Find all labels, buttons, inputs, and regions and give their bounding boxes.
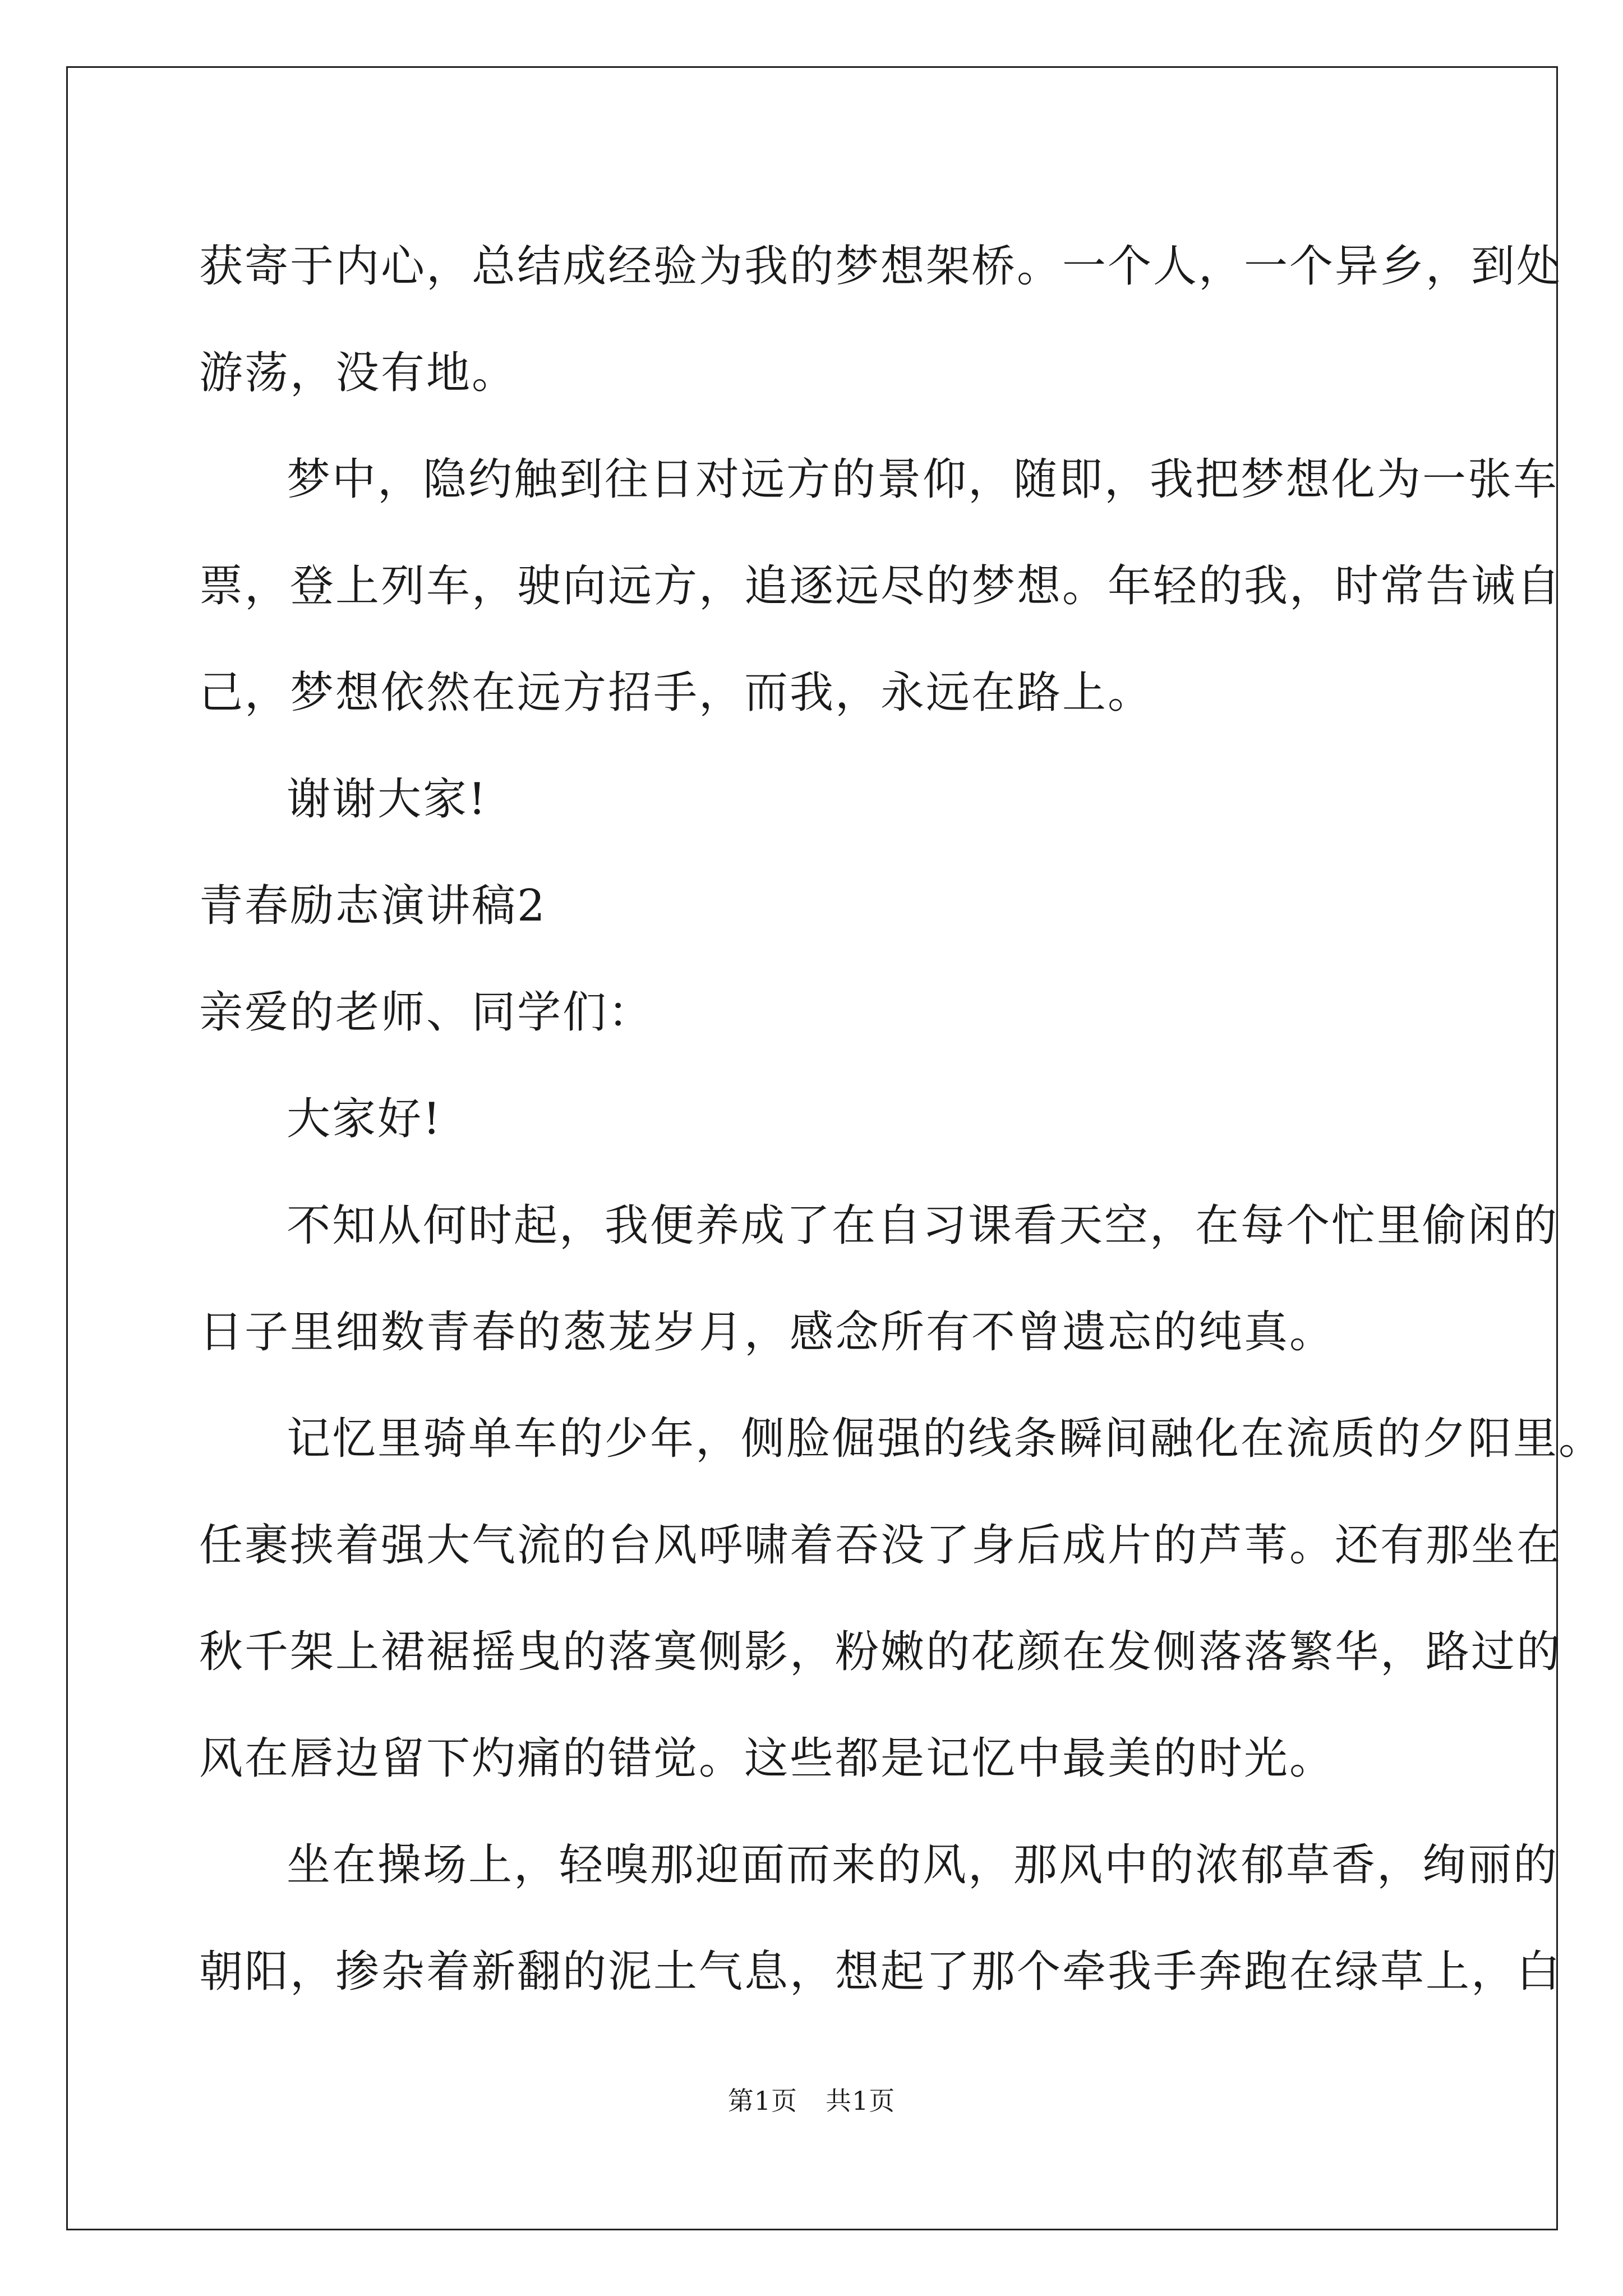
text-line: 风在唇边留下灼痛的错觉。这些都是记忆中最美的时光。 bbox=[199, 1733, 1335, 1784]
page-number: 第1页 bbox=[727, 2086, 797, 2116]
closing-thanks: 谢谢大家! bbox=[287, 774, 488, 825]
greeting: 大家好! bbox=[287, 1094, 442, 1144]
text-line: 己，梦想依然在远方招手，而我，永远在路上。 bbox=[199, 668, 1154, 718]
text-line: 坐在操场上，轻嗅那迎面而来的风，那风中的浓郁草香，绚丽的 bbox=[287, 1840, 1559, 1890]
text-line: 获寄于内心，总结成经验为我的梦想架桥。一个人，一个异乡，到处 bbox=[199, 241, 1562, 292]
text-line: 朝阳，掺杂着新翻的泥土气息，想起了那个牵我手奔跑在绿草上，白 bbox=[199, 1947, 1562, 1997]
text-line: 记忆里骑单车的少年，侧脸倔强的线条瞬间融化在流质的夕阳里。 bbox=[287, 1414, 1604, 1464]
document-body bbox=[199, 213, 1604, 2025]
text-line: 票，登上列车，驶向远方，追逐远尽的梦想。年轻的我，时常告诫自 bbox=[199, 561, 1562, 611]
text-line: 不知从何时起，我便养成了在自习课看天空，在每个忙里偷闲的 bbox=[287, 1200, 1559, 1251]
text-line: 日子里细数青春的葱茏岁月，感念所有不曾遗忘的纯真。 bbox=[199, 1307, 1335, 1358]
salutation: 亲爱的老师、同学们： bbox=[199, 987, 654, 1038]
section-title: 青春励志演讲稿2 bbox=[199, 881, 547, 931]
page-footer bbox=[0, 2084, 1623, 2118]
page-total: 共1页 bbox=[826, 2086, 896, 2116]
text-line: 梦中，隐约触到往日对远方的景仰，随即，我把梦想化为一张车 bbox=[287, 454, 1559, 505]
text-line: 任裹挟着强大气流的台风呼啸着吞没了身后成片的芦苇。还有那坐在 bbox=[199, 1520, 1562, 1571]
text-line: 游荡，没有地。 bbox=[199, 348, 518, 398]
text-line: 秋千架上裙裾摇曳的落寞侧影，粉嫩的花颜在发侧落落繁华，路过的 bbox=[199, 1627, 1562, 1677]
